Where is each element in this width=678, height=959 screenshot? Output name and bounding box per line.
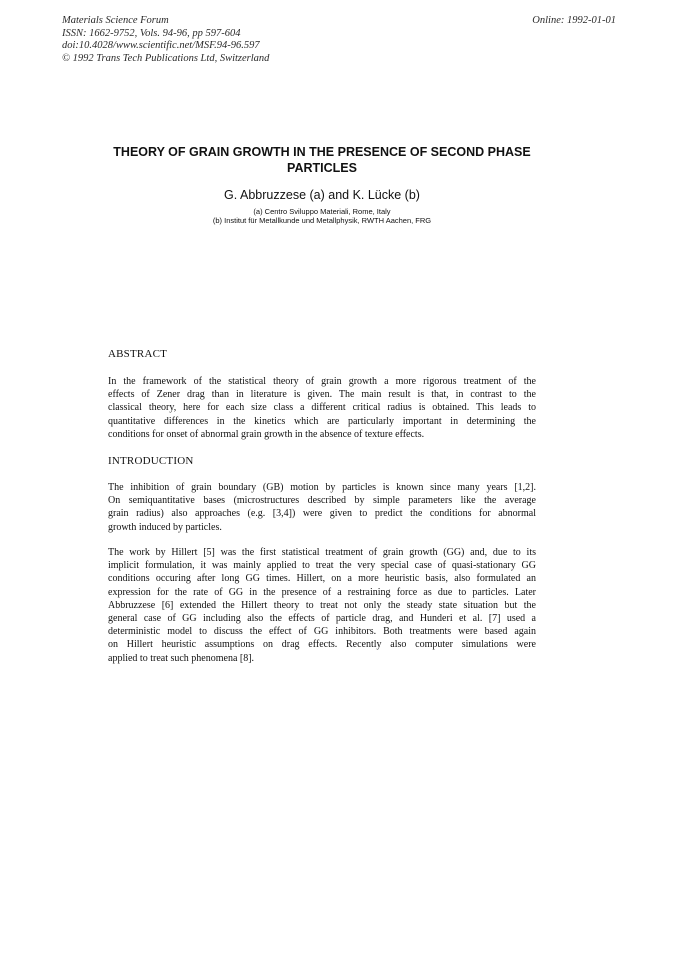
abstract-body: [108, 375, 536, 441]
issn-line: ISSN: 1662-9752, Vols. 94-96, pp 597-604: [62, 27, 241, 39]
text-line: In the framework of the statistical theory of grain growth a more rigorous treatment of the: [108, 376, 536, 387]
introduction-heading: INTRODUCTION: [108, 455, 194, 467]
text-line: applied to treat such phenomena [8].: [108, 652, 255, 664]
text-line: general case of GG including also the effects of particle drag, and Hunderi et al. [7] used a: [108, 613, 536, 625]
text-line: The inhibition of grain boundary (GB) motion by particles is known since many years [1,2].: [108, 482, 536, 493]
affiliation-b: (b) Institut für Metallkunde und Metallphysik, RWTH Aachen, FRG: [212, 216, 432, 225]
authors: G. Abbruzzese (a) and K. Lücke (b): [224, 188, 420, 202]
text-line: grain radius) also approaches (e.g. [3,4]) were given to predict the conditions for abnormal: [108, 508, 536, 520]
text-line: Abbruzzese [6] extended the Hillert theory to treat not only the steady state situation but the: [108, 599, 536, 611]
text-line: On semiquantitative bases (microstructures described by simple parameters like the average: [108, 495, 536, 507]
text-line: conditions for onset of abnormal grain growth in the absence of texture effects.: [108, 428, 425, 440]
publication-info: [62, 15, 269, 65]
introduction-paragraph-2: [108, 546, 536, 665]
title-line-2: PARTICLES: [287, 161, 357, 175]
text-line: implicit formulation, it was mainly applied to treat the very special case of quasi-stationary GG: [108, 560, 536, 572]
affiliation-a: (a) Centro Sviluppo Materiali, Rome, Italy: [253, 207, 391, 216]
journal-name: Materials Science Forum: [62, 15, 169, 26]
introduction-paragraph-1: [108, 481, 536, 534]
text-line: deterministic model to discuss the effect of GG inhibitors. Both treatments were based again: [108, 626, 536, 638]
abstract-heading: ABSTRACT: [108, 348, 168, 360]
copyright-line: © 1992 Trans Tech Publications Ltd, Switzerland: [62, 52, 270, 64]
text-line: expression for the rate of GG in the presence of a restraining force as due to particles. Later: [108, 586, 536, 598]
text-line: growth induced by particles.: [108, 521, 222, 533]
doi-line[interactable]: doi:10.4028/www.scientific.net/MSF.94-96.597: [62, 40, 260, 51]
text-line: on Hillert heuristic assumptions on drag effects. Recently also computer simulations were: [108, 639, 536, 651]
title-line-1: THEORY OF GRAIN GROWTH IN THE PRESENCE OF SECOND PHASE: [113, 145, 531, 159]
text-line: The work by Hillert [5] was the first statistical treatment of grain growth (GG) and, due to its: [108, 547, 536, 558]
text-line: effects of Zener drag than in literature is given. The main result is that, in contrast to the: [108, 389, 536, 401]
paper-title: [108, 144, 536, 176]
online-date: Online: 1992-01-01: [532, 15, 616, 26]
text-line: conditions occuring after long GG times. Hillert, on a more heuristic basis, also formulated an: [108, 573, 536, 585]
text-line: quantitative differences in the kinetics which are particularly important in determining the: [108, 415, 536, 427]
text-line: classical theory, here for each size class a different critical radius is obtained. This leads to: [108, 402, 536, 414]
